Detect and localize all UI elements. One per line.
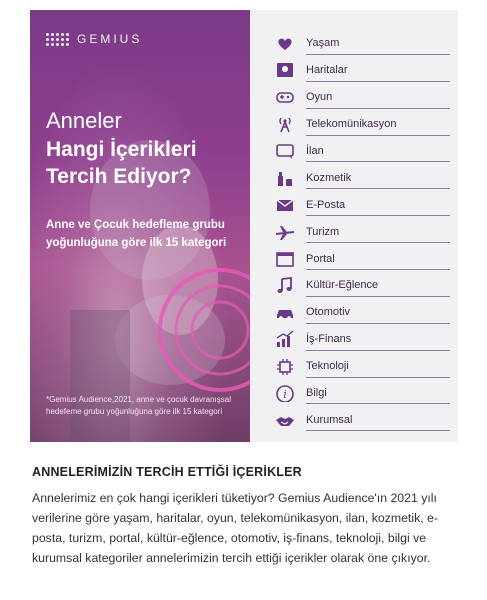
article-title: ANNELERİMİZİN TERCİH ETTİĞİ İÇERİKLER bbox=[32, 465, 302, 479]
category-item bbox=[274, 406, 450, 433]
category-list bbox=[274, 30, 450, 433]
map-pin-icon bbox=[274, 60, 296, 80]
category-item bbox=[274, 272, 450, 299]
category-item bbox=[274, 111, 450, 138]
concentric-rings-decoration bbox=[150, 260, 250, 400]
envelope-icon bbox=[274, 195, 296, 215]
cosmetics-icon bbox=[274, 168, 296, 188]
category-divider bbox=[306, 350, 450, 351]
category-divider bbox=[306, 188, 450, 189]
category-divider bbox=[306, 323, 450, 324]
category-divider bbox=[306, 54, 450, 55]
airplane-icon bbox=[274, 222, 296, 242]
footnote: *Gemius Audience,2021, anne ve çocuk davranışsal hedefeme grubu yoğunluğuna göre ilk 15 kategori bbox=[46, 395, 232, 416]
heading-light: Anneler bbox=[46, 108, 122, 133]
category-label: Kültür-Eğlence bbox=[306, 279, 379, 292]
logo-dots-icon bbox=[46, 33, 69, 46]
browser-window-icon bbox=[274, 249, 296, 269]
category-label: Bilgi bbox=[306, 387, 327, 400]
category-divider bbox=[306, 242, 450, 243]
category-divider bbox=[306, 377, 450, 378]
handshake-icon bbox=[274, 410, 296, 430]
category-label: Yaşam bbox=[306, 37, 340, 50]
category-item bbox=[274, 326, 450, 353]
category-label: Oyun bbox=[306, 91, 333, 104]
category-item bbox=[274, 380, 450, 407]
category-item bbox=[274, 299, 450, 326]
category-divider bbox=[306, 161, 450, 162]
category-label: Haritalar bbox=[306, 64, 348, 77]
chat-bubble-icon bbox=[274, 141, 296, 161]
hero-panel bbox=[30, 10, 250, 442]
antenna-icon bbox=[274, 114, 296, 134]
finance-chart-icon bbox=[274, 329, 296, 349]
category-label: Portal bbox=[306, 252, 335, 265]
category-divider bbox=[306, 215, 450, 216]
category-divider bbox=[306, 135, 450, 136]
category-item bbox=[274, 218, 450, 245]
subheading: Anne ve Çocuk hedefleme grubu yoğunluğuna göre ilk 15 kategori bbox=[46, 219, 227, 249]
category-label: İş-Finans bbox=[306, 333, 352, 346]
category-divider bbox=[306, 296, 450, 297]
category-divider bbox=[306, 430, 450, 431]
svg-text:i: i bbox=[283, 388, 287, 402]
category-item bbox=[274, 84, 450, 111]
article-body: Annelerimiz en çok hangi içerikleri tüketiyor? Gemius Audience'ın 2021 yılı verilerine göre yaşam, haritalar, oyun, telekomünikasyon, ilan, kozmetik, e-posta, turizm, portal, kültür-eğlence, otomotiv, iş-finans, teknoloji, bilgi ve kurumsal kategoriler annelerimizin tercih ettiği içerikler olarak öne çıkıyor. bbox=[32, 491, 438, 565]
category-label: Telekomünikasyon bbox=[306, 118, 397, 131]
category-item bbox=[274, 57, 450, 84]
category-item bbox=[274, 30, 450, 57]
category-label: Teknoloji bbox=[306, 360, 349, 373]
category-label: Kozmetik bbox=[306, 171, 352, 184]
gamepad-icon bbox=[274, 87, 296, 107]
category-item bbox=[274, 191, 450, 218]
category-item bbox=[274, 353, 450, 380]
chip-icon bbox=[274, 356, 296, 376]
category-divider bbox=[306, 269, 450, 270]
category-divider bbox=[306, 81, 450, 82]
heading-bold: Hangi İçerikleri Tercih Ediyor? bbox=[46, 138, 197, 188]
category-label: Turizm bbox=[306, 225, 340, 238]
car-icon bbox=[274, 302, 296, 322]
category-label: Kurumsal bbox=[306, 413, 353, 426]
category-item bbox=[274, 164, 450, 191]
category-label: İlan bbox=[306, 145, 324, 157]
info-icon bbox=[274, 383, 296, 403]
category-item bbox=[274, 245, 450, 272]
heart-hands-icon bbox=[274, 33, 296, 53]
gemius-logo bbox=[46, 32, 142, 46]
brand-name: GEMIUS bbox=[77, 32, 143, 46]
infographic-card bbox=[30, 10, 458, 442]
category-item bbox=[274, 138, 450, 165]
category-divider bbox=[306, 108, 450, 109]
category-label: Otomotiv bbox=[306, 306, 351, 319]
category-label: E-Posta bbox=[306, 198, 346, 211]
music-note-icon bbox=[274, 275, 296, 295]
category-divider bbox=[306, 403, 450, 404]
